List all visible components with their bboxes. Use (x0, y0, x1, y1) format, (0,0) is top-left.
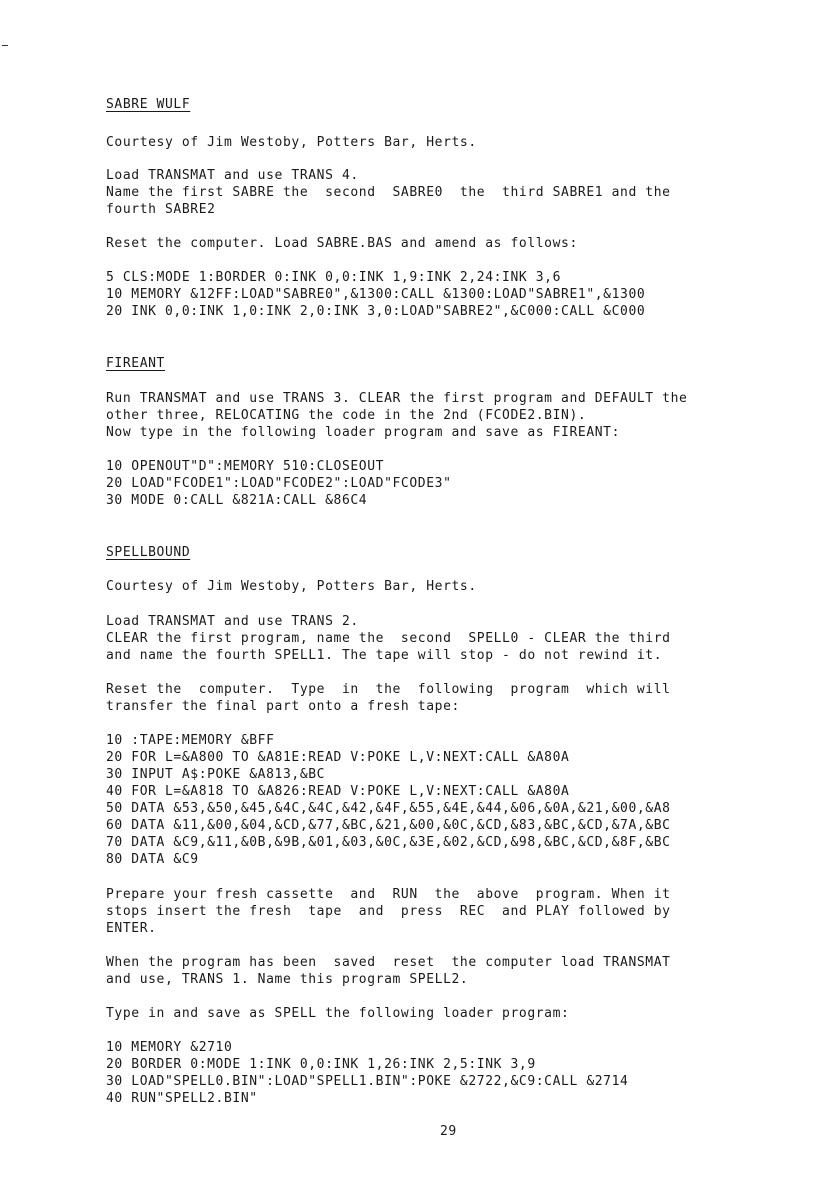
section-heading-sabre-wulf: SABRE WULF (106, 97, 191, 112)
sabre-wulf-code: 5 CLS:MODE 1:BORDER 0:INK 0,0:INK 1,9:INK 2,24:INK 3,6 10 MEMORY &12FF:LOAD"SABRE0",&1300:CALL &1300:LOAD"SABRE1",&1300 20 INK 0,0:INK 1,0:INK 2,0:INK 3,0:LOAD"SABRE2",&C000:CALL &C000 (106, 270, 646, 319)
page-number: 29 (440, 1124, 457, 1139)
sabre-wulf-instructions: Load TRANSMAT and use TRANS 4. Name the first SABRE the second SABRE0 the third SABRE1 and the fourth SABRE2 (106, 168, 671, 217)
spellbound-courtesy: Courtesy of Jim Westoby, Potters Bar, Herts. (106, 579, 477, 594)
spellbound-loader-code: 10 MEMORY &2710 20 BORDER 0:MODE 1:INK 0,0:INK 1,26:INK 2,5:INK 3,9 30 LOAD"SPELL0.BIN":LOAD"SPELL1.BIN":POKE &2722,&C9:CALL &2714 40 RUN"SPELL2.BIN" (106, 1040, 629, 1106)
spellbound-prepare: Prepare your fresh cassette and RUN the above program. When it stops insert the fresh tape and press REC and PLAY followed by ENTER. (106, 887, 671, 936)
margin-mark (2, 45, 8, 46)
spellbound-code: 10 :TAPE:MEMORY &BFF 20 FOR L=&A800 TO &A81E:READ V:POKE L,V:NEXT:CALL &A80A 30 INPUT A$:POKE &A813,&BC 40 FOR L=&A818 TO &A826:READ V:POKE L,V:NEXT:CALL &A80A 50 DATA &53,&50,&45,&4C,&4C,&42,&4F,&55,&4E,&44,&06,&0A,&21,&00,&A8 60 DATA &11,&00,&04,&CD,&77,&BC,&21,&00,&0C,&CD,&83,&BC,&CD,&7A,&BC 70 DATA &C9,&11,&0B,&9B,&01,&03,&0C,&3E,&02,&CD,&98,&BC,&CD,&8F,&BC 80 DATA &C9 (106, 733, 671, 867)
section-heading-fireant: FIREANT (106, 356, 165, 371)
sabre-wulf-reset: Reset the computer. Load SABRE.BAS and amend as follows: (106, 236, 578, 251)
sabre-wulf-courtesy: Courtesy of Jim Westoby, Potters Bar, Herts. (106, 135, 477, 150)
spellbound-saved: When the program has been saved reset the computer load TRANSMAT and use, TRANS 1. Name this program SPELL2. (106, 955, 671, 987)
spellbound-reset: Reset the computer. Type in the following program which will transfer the final part onto a fresh tape: (106, 682, 671, 714)
fireant-code: 10 OPENOUT"D":MEMORY 510:CLOSEOUT 20 LOAD"FCODE1":LOAD"FCODE2":LOAD"FCODE3" 30 MODE 0:CALL &821A:CALL &86C4 (106, 459, 452, 508)
spellbound-instructions: Load TRANSMAT and use TRANS 2. CLEAR the first program, name the second SPELL0 - CLEAR the third and name the fourth SPELL1. The tape will stop - do not rewind it. (106, 614, 671, 663)
fireant-instructions: Run TRANSMAT and use TRANS 3. CLEAR the first program and DEFAULT the other three, RELOCATING the code in the 2nd (FCODE2.BIN). Now type in the following loader program and save as FIREANT: (106, 391, 688, 440)
spellbound-type-in: Type in and save as SPELL the following loader program: (106, 1006, 570, 1021)
section-heading-spellbound: SPELLBOUND (106, 545, 191, 560)
